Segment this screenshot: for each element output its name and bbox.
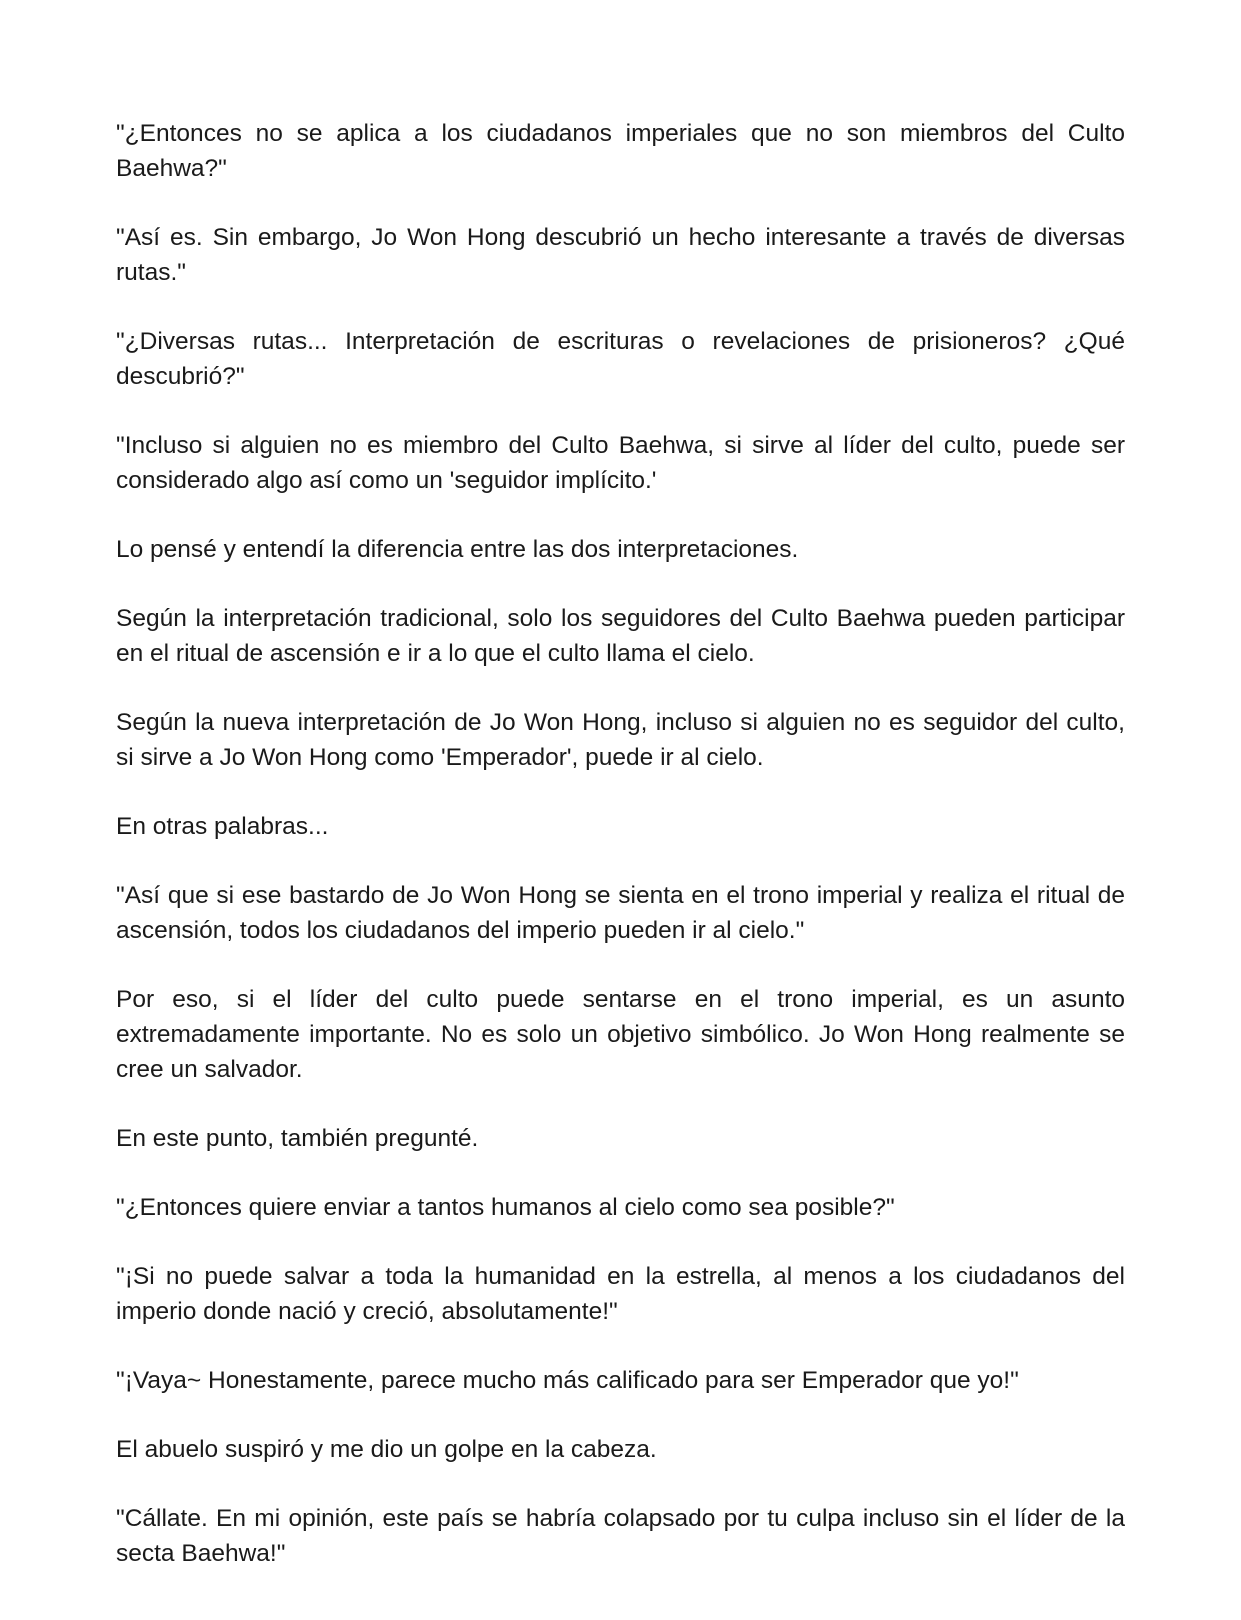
paragraph-1: "¿Entonces no se aplica a los ciudadanos imperiales que no son miembros del Culto Baehwa?" <box>116 120 1125 182</box>
paragraph-12: "¿Entonces quiere enviar a tantos humanos al cielo como sea posible?" <box>116 1194 895 1221</box>
paragraph-5: Lo pensé y entendí la diferencia entre las dos interpretaciones. <box>116 536 799 563</box>
paragraph-7: Según la nueva interpretación de Jo Won Hong, incluso si alguien no es seguidor del culto, si sirve a Jo Won Hong como 'Emperador', puede ir al cielo. <box>116 709 1125 771</box>
paragraph-14: "¡Vaya~ Honestamente, parece mucho más calificado para ser Emperador que yo!" <box>116 1367 1019 1394</box>
paragraph-9: "Así que si ese bastardo de Jo Won Hong se sienta en el trono imperial y realiza el ritual de ascensión, todos los ciudadanos del imperio pueden ir al cielo." <box>116 882 1125 944</box>
paragraph-8: En otras palabras... <box>116 813 329 840</box>
paragraph-6: Según la interpretación tradicional, solo los seguidores del Culto Baehwa pueden participar en el ritual de ascensión e ir a lo que el culto llama el cielo. <box>116 605 1125 667</box>
paragraph-4: "Incluso si alguien no es miembro del Culto Baehwa, si sirve al líder del culto, puede ser considerado algo así como un 'seguidor implícito.' <box>116 432 1125 494</box>
paragraph-11: En este punto, también pregunté. <box>116 1125 479 1152</box>
paragraph-10: Por eso, si el líder del culto puede sentarse en el trono imperial, es un asunto extremadamente importante. No es solo un objetivo simbólico. Jo Won Hong realmente se cree un salvador. <box>116 986 1125 1083</box>
paragraph-13: "¡Si no puede salvar a toda la humanidad en la estrella, al menos a los ciudadanos del imperio donde nació y creció, absolutamente!" <box>116 1263 1125 1325</box>
paragraph-15: El abuelo suspiró y me dio un golpe en la cabeza. <box>116 1436 657 1463</box>
paragraph-3: "¿Diversas rutas... Interpretación de escrituras o revelaciones de prisioneros? ¿Qué descubrió?" <box>116 328 1125 390</box>
paragraph-16: "Cállate. En mi opinión, este país se habría colapsado por tu culpa incluso sin el líder de la secta Baehwa!" <box>116 1505 1125 1567</box>
paragraph-2: "Así es. Sin embargo, Jo Won Hong descubrió un hecho interesante a través de diversas rutas." <box>116 224 1125 286</box>
